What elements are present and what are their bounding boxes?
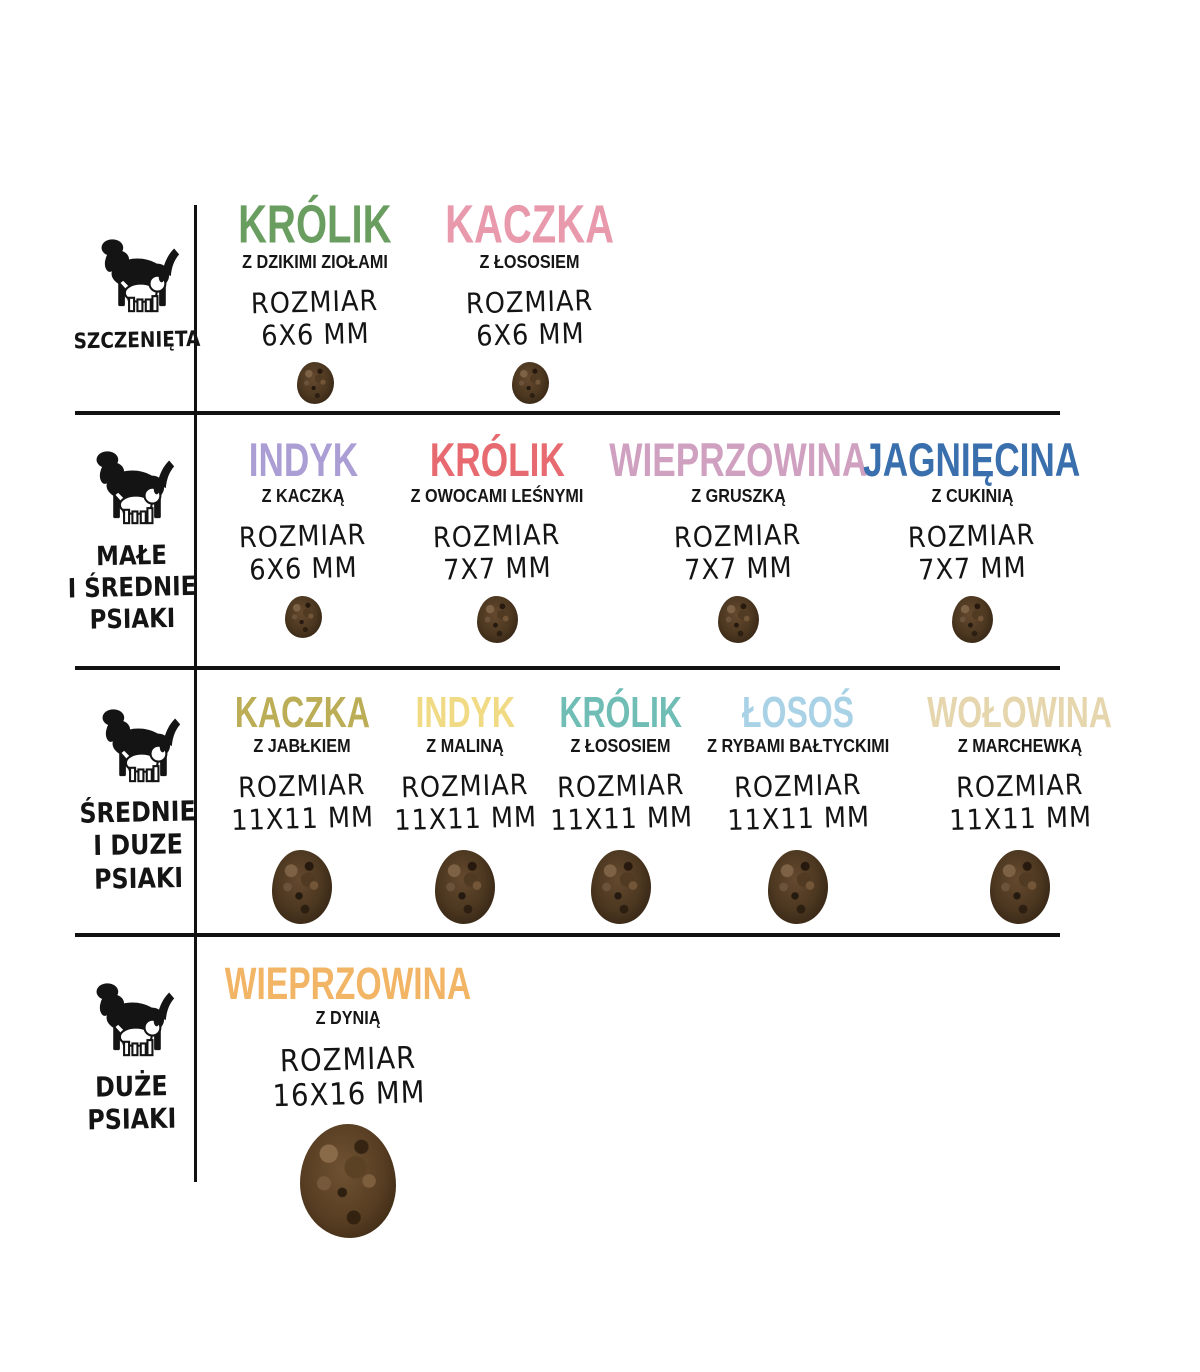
group-label: ŚREDNIE I DUZE PSIAKI bbox=[79, 795, 196, 896]
product-variant: Z JABŁKIEM bbox=[253, 736, 351, 756]
product-variant: Z KACZKĄ bbox=[261, 486, 345, 506]
product-variant: Z GRUSZKĄ bbox=[690, 486, 786, 506]
product-losos-medium bbox=[698, 689, 898, 924]
product-krolik-puppies bbox=[205, 193, 425, 404]
kibble-photo bbox=[990, 850, 1050, 924]
size-block: ROZMIAR 11X11 MM bbox=[549, 768, 694, 838]
product-name: KRÓLIK bbox=[429, 434, 565, 487]
kibble-photo bbox=[512, 362, 549, 404]
product-variant: Z DZIKIMI ZIOŁAMI bbox=[242, 252, 388, 272]
size-block: ROZMIAR 6X6 MM bbox=[238, 518, 367, 587]
group-label: MAŁE I ŚREDNIE PSIAKI bbox=[67, 540, 197, 637]
group-large-dogs bbox=[72, 972, 192, 1137]
kibble-photo bbox=[300, 1124, 396, 1238]
product-wieprzowina-small bbox=[608, 434, 868, 643]
kibble-photo bbox=[591, 850, 651, 924]
product-name: KACZKA bbox=[234, 689, 370, 737]
product-variant: Z RYBAMI BAŁTYCKIMI bbox=[706, 736, 890, 756]
product-name: KACZKA bbox=[445, 193, 615, 255]
group-label: DUŻE PSIAKI bbox=[87, 1070, 177, 1137]
product-wieprzowina-large bbox=[208, 958, 488, 1238]
kibble-photo bbox=[952, 596, 993, 643]
kibble-photo bbox=[477, 596, 518, 643]
size-block: ROZMIAR 7X7 MM bbox=[432, 518, 561, 587]
product-name: INDYK bbox=[248, 434, 358, 487]
product-variant: Z MARCHEWKĄ bbox=[957, 736, 1083, 756]
row-divider bbox=[75, 666, 1060, 670]
product-variant: Z ŁOSOSIEM bbox=[480, 252, 580, 272]
size-block: ROZMIAR 11X11 MM bbox=[948, 768, 1093, 838]
dogs-icon bbox=[90, 698, 186, 790]
group-label: SZCZENIĘTA bbox=[73, 326, 201, 354]
product-krolik-small bbox=[387, 434, 607, 643]
group-small-medium-dogs bbox=[67, 440, 197, 637]
kibble-photo bbox=[297, 362, 334, 404]
row-divider bbox=[75, 933, 1060, 937]
size-block: ROZMIAR 11X11 MM bbox=[393, 768, 538, 838]
dogs-icon bbox=[84, 972, 180, 1064]
product-name: KRÓLIK bbox=[559, 689, 683, 737]
dogs-icon bbox=[89, 228, 185, 320]
product-jagniecina-small bbox=[852, 434, 1092, 643]
product-variant: Z OWOCAMI LEŚNYMI bbox=[410, 486, 584, 506]
product-indyk-small bbox=[193, 434, 413, 638]
size-block: ROZMIAR 6X6 MM bbox=[250, 284, 379, 353]
row-divider bbox=[75, 411, 1060, 415]
kibble-photo bbox=[272, 850, 332, 924]
size-block: ROZMIAR 6X6 MM bbox=[465, 284, 594, 353]
product-name: WOŁOWINA bbox=[927, 689, 1113, 737]
kibble-photo bbox=[285, 596, 322, 638]
product-name: WIEPRZOWINA bbox=[224, 958, 472, 1009]
product-variant: Z CUKINIĄ bbox=[931, 486, 1013, 506]
product-name: ŁOSOŚ bbox=[741, 689, 855, 737]
product-wolowina-medium bbox=[920, 689, 1120, 924]
product-name: JAGNIĘCINA bbox=[863, 434, 1081, 487]
product-name: INDYK bbox=[415, 689, 515, 737]
group-medium-large-dogs bbox=[78, 698, 198, 895]
product-variant: Z DYNIĄ bbox=[315, 1008, 381, 1028]
kibble-photo bbox=[435, 850, 495, 924]
dogs-icon bbox=[84, 440, 180, 532]
kibble-photo bbox=[768, 850, 828, 924]
group-puppies bbox=[73, 228, 201, 354]
size-block: ROZMIAR 7X7 MM bbox=[907, 518, 1036, 587]
kibble-photo bbox=[718, 596, 759, 643]
product-krolik-medium bbox=[521, 689, 721, 924]
size-block: ROZMIAR 11X11 MM bbox=[230, 768, 375, 838]
size-block: ROZMIAR 16X16 MM bbox=[271, 1039, 426, 1114]
product-variant: Z MALINĄ bbox=[426, 736, 504, 756]
product-kaczka-puppies bbox=[420, 193, 640, 404]
product-name: WIEPRZOWINA bbox=[608, 434, 868, 487]
size-block: ROZMIAR 7X7 MM bbox=[673, 518, 802, 587]
product-variant: Z ŁOSOSIEM bbox=[571, 736, 671, 756]
size-block: ROZMIAR 11X11 MM bbox=[726, 768, 871, 838]
product-name: KRÓLIK bbox=[238, 193, 392, 255]
